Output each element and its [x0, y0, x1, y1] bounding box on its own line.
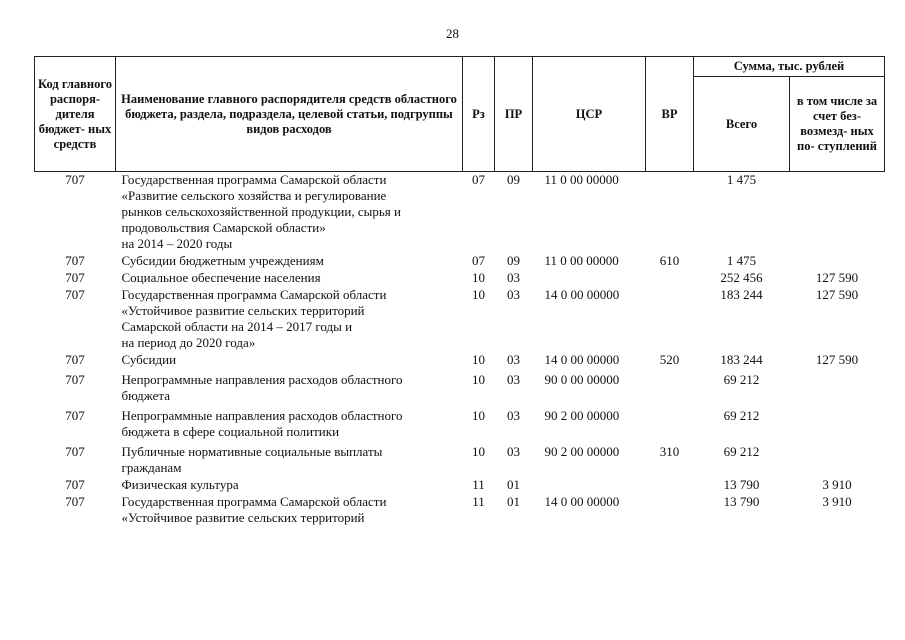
row-total: 1 475: [726, 253, 757, 268]
header-free: в том числе за счет без- возмезд- ных по- ступлений: [790, 77, 885, 172]
table-row: [35, 287, 885, 352]
row-total: 13 790: [723, 477, 760, 492]
row-csr: 11 0 00 00000: [544, 253, 619, 268]
row-total: 252 456: [720, 270, 763, 285]
row-pr: 03: [507, 444, 520, 459]
row-total: 69 212: [723, 408, 760, 423]
table-row: [35, 172, 885, 254]
row-vr: 310: [659, 444, 680, 459]
row-csr: 14 0 00 00000: [544, 352, 620, 367]
row-code: 707: [65, 172, 85, 187]
row-pr: 09: [507, 172, 520, 187]
header-csr: ЦСР: [533, 57, 646, 172]
row-pr: 01: [507, 477, 520, 492]
row-name: Физическая культура: [121, 477, 239, 492]
row-rz: 07: [472, 172, 485, 187]
row-vr: [646, 372, 694, 408]
row-name: Субсидии: [121, 352, 177, 367]
row-vr: 520: [659, 352, 680, 367]
table-header: [35, 57, 885, 172]
row-free: 3 910: [822, 494, 852, 509]
row-vr: [646, 494, 694, 527]
budget-table-container: [34, 56, 884, 527]
row-free: [790, 253, 885, 270]
table-row: [35, 444, 885, 477]
row-name: Непрограммные направления расходов областного бюджета в сфере социальной политики: [121, 408, 403, 439]
row-free: 127 590: [815, 270, 859, 285]
row-csr: 90 0 00 00000: [544, 372, 620, 387]
table-body: [35, 172, 885, 528]
row-rz: 10: [472, 270, 485, 285]
header-total: Всего: [694, 77, 790, 172]
row-total: 183 244: [720, 352, 763, 367]
row-free: 3 910: [822, 477, 852, 492]
row-name: Государственная программа Самарской области «Устойчивое развитие сельских территорий Самарской области на 2014 – 2017 годы и на период до 2020 года»: [121, 287, 387, 350]
header-vr: ВР: [646, 57, 694, 172]
row-code: 707: [65, 444, 85, 459]
header-pr: ПР: [495, 57, 533, 172]
row-free: [790, 408, 885, 444]
row-code: 707: [65, 372, 85, 387]
row-free: [790, 444, 885, 477]
row-code: 707: [65, 494, 85, 509]
row-name: Социальное обеспечение населения: [121, 270, 321, 285]
header-code: Код главного распоря- дителя бюджет- ных средств: [35, 57, 116, 172]
row-csr: 90 2 00 00000: [544, 444, 620, 459]
row-rz: 10: [472, 352, 485, 367]
row-name: Государственная программа Самарской области «Развитие сельского хозяйства и регулирование рынков сельскохозяйственной продукции, сырья и продовольствия Самарской области» на 2014 – 2020 годы: [121, 172, 401, 251]
row-free: 127 590: [815, 352, 859, 367]
row-pr: 03: [507, 270, 520, 285]
page-number: 28: [446, 26, 459, 41]
row-pr: 01: [507, 494, 520, 509]
row-free: 127 590: [815, 287, 859, 302]
row-free: [790, 172, 885, 254]
row-csr: [533, 270, 646, 287]
row-vr: 610: [659, 253, 680, 268]
row-csr: 14 0 00 00000: [544, 287, 620, 302]
row-code: 707: [65, 287, 85, 302]
row-vr: [646, 287, 694, 352]
row-pr: 09: [507, 253, 520, 268]
row-vr: [646, 270, 694, 287]
row-code: 707: [65, 408, 85, 423]
row-rz: 10: [472, 372, 485, 387]
row-vr: [646, 408, 694, 444]
row-pr: 03: [507, 287, 520, 302]
row-code: 707: [65, 477, 85, 492]
row-csr: 14 0 00 00000: [544, 494, 620, 509]
table-row: [35, 253, 885, 270]
table-row: [35, 372, 885, 408]
row-total: 1 475: [726, 172, 757, 187]
row-total: 183 244: [720, 287, 763, 302]
row-rz: 11: [472, 494, 485, 509]
header-rz: Рз: [463, 57, 495, 172]
row-code: 707: [65, 352, 85, 367]
budget-table: [34, 56, 885, 527]
row-rz: 10: [472, 287, 485, 302]
table-row: [35, 408, 885, 444]
row-pr: 03: [507, 352, 520, 367]
row-total: 69 212: [723, 444, 760, 459]
row-code: 707: [65, 253, 85, 268]
table-row: [35, 477, 885, 494]
row-free: [790, 372, 885, 408]
row-code: 707: [65, 270, 85, 285]
row-csr: [533, 477, 646, 494]
row-rz: 11: [472, 477, 485, 492]
row-name: Субсидии бюджетным учреждениям: [121, 253, 324, 268]
row-vr: [646, 477, 694, 494]
row-vr: [646, 172, 694, 254]
row-pr: 03: [507, 408, 520, 423]
row-rz: 10: [472, 444, 485, 459]
row-total: 13 790: [723, 494, 760, 509]
table-row: [35, 352, 885, 372]
row-rz: 07: [472, 253, 485, 268]
table-row: [35, 494, 885, 527]
row-rz: 10: [472, 408, 485, 423]
row-name: Публичные нормативные социальные выплаты гражданам: [121, 444, 383, 475]
row-name: Непрограммные направления расходов областного бюджета: [121, 372, 403, 403]
row-name: Государственная программа Самарской области «Устойчивое развитие сельских территорий: [121, 494, 387, 525]
row-pr: 03: [507, 372, 520, 387]
header-name: Наименование главного распорядителя средств областного бюджета, раздела, подраздела, целевой статьи, подгруппы видов расходов: [116, 57, 463, 172]
row-csr: 11 0 00 00000: [544, 172, 619, 187]
row-csr: 90 2 00 00000: [544, 408, 620, 423]
header-sum-group: Сумма, тыс. рублей: [694, 57, 885, 77]
table-row: [35, 270, 885, 287]
row-total: 69 212: [723, 372, 760, 387]
